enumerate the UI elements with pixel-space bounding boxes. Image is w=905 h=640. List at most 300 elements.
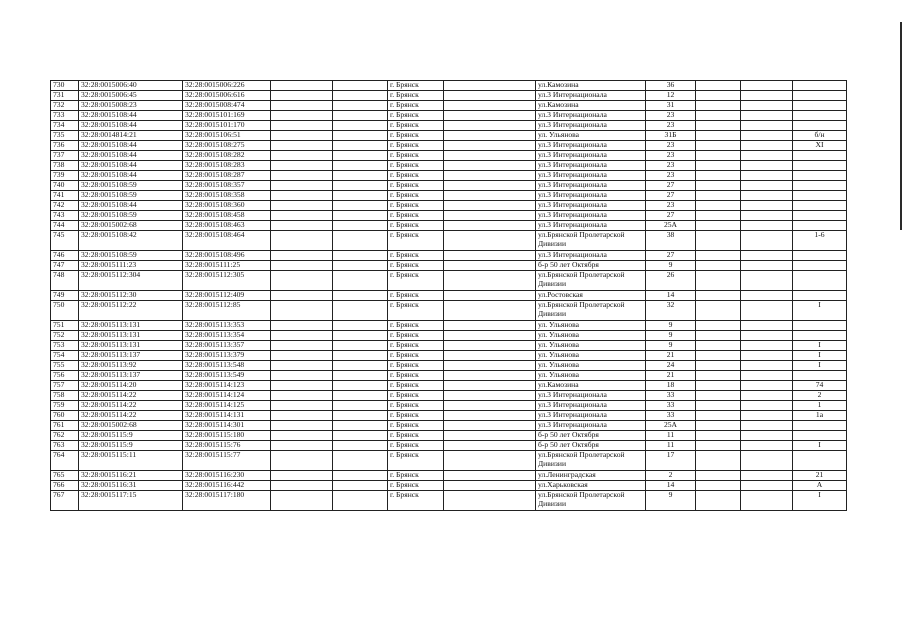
- empty-cell: [333, 441, 388, 451]
- cadastral-number: 32:28:0015114:22: [79, 411, 183, 421]
- empty-cell: [271, 161, 333, 171]
- empty-cell: [696, 401, 741, 411]
- cadastral-number: 32:28:0015108:44: [79, 161, 183, 171]
- empty-cell: [741, 271, 793, 291]
- empty-cell: [444, 91, 536, 101]
- city: г. Брянск: [388, 111, 444, 121]
- table-row: [51, 171, 847, 181]
- empty-cell: [271, 271, 333, 291]
- scan-edge-mark: [900, 22, 902, 230]
- empty-cell: [271, 441, 333, 451]
- table-row: [51, 341, 847, 351]
- object-cadastral-number: 32:28:0015115:180: [183, 431, 271, 441]
- empty-cell: [696, 221, 741, 231]
- row-number: 731: [51, 91, 79, 101]
- table-body: [51, 81, 847, 511]
- premises-number: [793, 421, 847, 431]
- empty-cell: [333, 451, 388, 471]
- empty-cell: [333, 361, 388, 371]
- street: ул.Брянской Пролетарской Дивизии: [536, 231, 646, 251]
- street: ул.3 Интернационала: [536, 91, 646, 101]
- empty-cell: [333, 351, 388, 361]
- empty-cell: [333, 321, 388, 331]
- empty-cell: [741, 421, 793, 431]
- table-row: [51, 151, 847, 161]
- object-cadastral-number: 32:28:0015112:305: [183, 271, 271, 291]
- empty-cell: [696, 491, 741, 511]
- empty-cell: [444, 361, 536, 371]
- empty-cell: [741, 491, 793, 511]
- house-number: 27: [646, 211, 696, 221]
- empty-cell: [741, 361, 793, 371]
- empty-cell: [271, 251, 333, 261]
- empty-cell: [444, 391, 536, 401]
- street: ул. Ульянова: [536, 351, 646, 361]
- house-number: 33: [646, 401, 696, 411]
- city: г. Брянск: [388, 341, 444, 351]
- empty-cell: [271, 261, 333, 271]
- street: ул. Ульянова: [536, 371, 646, 381]
- premises-number: I: [793, 491, 847, 511]
- empty-cell: [741, 91, 793, 101]
- city: г. Брянск: [388, 191, 444, 201]
- object-cadastral-number: 32:28:0015112:409: [183, 291, 271, 301]
- empty-cell: [696, 351, 741, 361]
- object-cadastral-number: 32:28:0015117:180: [183, 491, 271, 511]
- cadastral-number: 32:28:0015114:22: [79, 391, 183, 401]
- row-number: 762: [51, 431, 79, 441]
- object-cadastral-number: 32:28:0015006:226: [183, 81, 271, 91]
- object-cadastral-number: 32:28:0015113:354: [183, 331, 271, 341]
- row-number: 730: [51, 81, 79, 91]
- premises-number: [793, 201, 847, 211]
- empty-cell: [444, 81, 536, 91]
- cadastral-number: 32:28:0015113:131: [79, 341, 183, 351]
- table-row: [51, 211, 847, 221]
- street: ул.Камозина: [536, 101, 646, 111]
- empty-cell: [741, 201, 793, 211]
- street: ул.3 Интернационала: [536, 421, 646, 431]
- empty-cell: [696, 361, 741, 371]
- row-number: 740: [51, 181, 79, 191]
- object-cadastral-number: 32:28:0015008:474: [183, 101, 271, 111]
- empty-cell: [271, 291, 333, 301]
- empty-cell: [741, 341, 793, 351]
- object-cadastral-number: 32:28:0015108:283: [183, 161, 271, 171]
- cadastral-number: 32:28:0015113:137: [79, 371, 183, 381]
- empty-cell: [333, 201, 388, 211]
- empty-cell: [444, 231, 536, 251]
- row-number: 733: [51, 111, 79, 121]
- premises-number: [793, 161, 847, 171]
- row-number: 732: [51, 101, 79, 111]
- object-cadastral-number: 32:28:0015108:287: [183, 171, 271, 181]
- premises-number: [793, 211, 847, 221]
- row-number: 734: [51, 121, 79, 131]
- empty-cell: [271, 81, 333, 91]
- empty-cell: [333, 341, 388, 351]
- cadastral-number: 32:28:0015115:9: [79, 431, 183, 441]
- street: ул.3 Интернационала: [536, 151, 646, 161]
- cadastral-number: 32:28:0015114:22: [79, 401, 183, 411]
- house-number: 23: [646, 121, 696, 131]
- empty-cell: [271, 481, 333, 491]
- cadastral-number: 32:28:0015108:44: [79, 121, 183, 131]
- empty-cell: [696, 381, 741, 391]
- house-number: 26: [646, 271, 696, 291]
- empty-cell: [444, 331, 536, 341]
- empty-cell: [333, 291, 388, 301]
- table-row: [51, 291, 847, 301]
- cadastral-number: 32:28:0015006:40: [79, 81, 183, 91]
- empty-cell: [333, 261, 388, 271]
- table-row: [51, 321, 847, 331]
- cadastral-number: 32:28:0015113:131: [79, 321, 183, 331]
- row-number: 754: [51, 351, 79, 361]
- empty-cell: [271, 361, 333, 371]
- street: ул. Ульянова: [536, 321, 646, 331]
- empty-cell: [271, 341, 333, 351]
- empty-cell: [741, 321, 793, 331]
- house-number: 36: [646, 81, 696, 91]
- empty-cell: [333, 121, 388, 131]
- street: ул.3 Интернационала: [536, 191, 646, 201]
- empty-cell: [444, 481, 536, 491]
- empty-cell: [741, 101, 793, 111]
- table-row: [51, 111, 847, 121]
- row-number: 758: [51, 391, 79, 401]
- premises-number: [793, 121, 847, 131]
- cadastral-number: 32:28:0015116:21: [79, 471, 183, 481]
- object-cadastral-number: 32:28:0015113:549: [183, 371, 271, 381]
- empty-cell: [741, 171, 793, 181]
- row-number: 757: [51, 381, 79, 391]
- premises-number: 1: [793, 401, 847, 411]
- empty-cell: [444, 121, 536, 131]
- table-row: [51, 441, 847, 451]
- empty-cell: [741, 351, 793, 361]
- table-row: [51, 431, 847, 441]
- row-number: 738: [51, 161, 79, 171]
- house-number: 14: [646, 481, 696, 491]
- table-row: [51, 221, 847, 231]
- empty-cell: [444, 471, 536, 481]
- empty-cell: [741, 391, 793, 401]
- table-row: [51, 331, 847, 341]
- empty-cell: [741, 261, 793, 271]
- empty-cell: [333, 151, 388, 161]
- street: ул.3 Интернационала: [536, 161, 646, 171]
- house-number: 11: [646, 431, 696, 441]
- house-number: 23: [646, 151, 696, 161]
- table-row: [51, 181, 847, 191]
- table-row: [51, 101, 847, 111]
- table-row: [51, 251, 847, 261]
- empty-cell: [271, 211, 333, 221]
- object-cadastral-number: 32:28:0015108:496: [183, 251, 271, 261]
- city: г. Брянск: [388, 91, 444, 101]
- row-number: 766: [51, 481, 79, 491]
- cadastral-number: 32:28:0015113:131: [79, 331, 183, 341]
- empty-cell: [741, 481, 793, 491]
- empty-cell: [696, 171, 741, 181]
- cadastral-number: 32:28:0015008:23: [79, 101, 183, 111]
- premises-number: [793, 261, 847, 271]
- row-number: 735: [51, 131, 79, 141]
- row-number: 742: [51, 201, 79, 211]
- row-number: 744: [51, 221, 79, 231]
- empty-cell: [741, 471, 793, 481]
- house-number: 25А: [646, 221, 696, 231]
- empty-cell: [444, 291, 536, 301]
- empty-cell: [696, 371, 741, 381]
- empty-cell: [271, 111, 333, 121]
- object-cadastral-number: 32:28:0015108:458: [183, 211, 271, 221]
- street: ул.3 Интернационала: [536, 251, 646, 261]
- empty-cell: [271, 181, 333, 191]
- premises-number: [793, 111, 847, 121]
- empty-cell: [696, 441, 741, 451]
- row-number: 737: [51, 151, 79, 161]
- street: ул. Ульянова: [536, 341, 646, 351]
- empty-cell: [696, 231, 741, 251]
- empty-cell: [741, 151, 793, 161]
- cadastral-number: 32:28:0015115:11: [79, 451, 183, 471]
- empty-cell: [444, 301, 536, 321]
- empty-cell: [444, 261, 536, 271]
- premises-number: 2: [793, 391, 847, 401]
- empty-cell: [741, 231, 793, 251]
- row-number: 739: [51, 171, 79, 181]
- empty-cell: [444, 411, 536, 421]
- row-number: 748: [51, 271, 79, 291]
- cadastral-number: 32:28:0015108:44: [79, 141, 183, 151]
- house-number: 31Б: [646, 131, 696, 141]
- empty-cell: [271, 391, 333, 401]
- empty-cell: [333, 401, 388, 411]
- row-number: 747: [51, 261, 79, 271]
- empty-cell: [271, 421, 333, 431]
- empty-cell: [271, 411, 333, 421]
- city: г. Брянск: [388, 151, 444, 161]
- row-number: 765: [51, 471, 79, 481]
- empty-cell: [333, 481, 388, 491]
- cadastral-number: 32:28:0015114:20: [79, 381, 183, 391]
- cadastral-number: 32:28:0015108:59: [79, 211, 183, 221]
- empty-cell: [741, 401, 793, 411]
- object-cadastral-number: 32:28:0015108:358: [183, 191, 271, 201]
- object-cadastral-number: 32:28:0015006:616: [183, 91, 271, 101]
- empty-cell: [696, 341, 741, 351]
- empty-cell: [444, 431, 536, 441]
- street: ул.3 Интернационала: [536, 121, 646, 131]
- premises-number: [793, 371, 847, 381]
- empty-cell: [444, 451, 536, 471]
- city: г. Брянск: [388, 331, 444, 341]
- empty-cell: [333, 301, 388, 321]
- row-number: 767: [51, 491, 79, 511]
- table-row: [51, 191, 847, 201]
- house-number: 2: [646, 471, 696, 481]
- object-cadastral-number: 32:28:0015113:353: [183, 321, 271, 331]
- empty-cell: [696, 451, 741, 471]
- city: г. Брянск: [388, 171, 444, 181]
- table-row: [51, 451, 847, 471]
- empty-cell: [696, 201, 741, 211]
- empty-cell: [696, 331, 741, 341]
- empty-cell: [741, 251, 793, 261]
- city: г. Брянск: [388, 101, 444, 111]
- cadastral-number: 32:28:0015112:22: [79, 301, 183, 321]
- empty-cell: [741, 221, 793, 231]
- empty-cell: [696, 411, 741, 421]
- table-row: [51, 361, 847, 371]
- premises-number: I: [793, 441, 847, 451]
- empty-cell: [333, 131, 388, 141]
- city: г. Брянск: [388, 451, 444, 471]
- empty-cell: [741, 291, 793, 301]
- empty-cell: [271, 351, 333, 361]
- row-number: 763: [51, 441, 79, 451]
- empty-cell: [741, 371, 793, 381]
- premises-number: I: [793, 361, 847, 371]
- empty-cell: [333, 381, 388, 391]
- empty-cell: [741, 181, 793, 191]
- empty-cell: [741, 81, 793, 91]
- empty-cell: [333, 191, 388, 201]
- empty-cell: [444, 131, 536, 141]
- city: г. Брянск: [388, 391, 444, 401]
- cadastral-table: [50, 80, 847, 511]
- empty-cell: [333, 431, 388, 441]
- empty-cell: [741, 111, 793, 121]
- empty-cell: [333, 171, 388, 181]
- empty-cell: [444, 251, 536, 261]
- row-number: 755: [51, 361, 79, 371]
- object-cadastral-number: 32:28:0015108:360: [183, 201, 271, 211]
- empty-cell: [333, 491, 388, 511]
- table-row: [51, 471, 847, 481]
- empty-cell: [741, 331, 793, 341]
- premises-number: [793, 321, 847, 331]
- street: ул.Камозина: [536, 381, 646, 391]
- table-row: [51, 201, 847, 211]
- house-number: 23: [646, 141, 696, 151]
- premises-number: 21: [793, 471, 847, 481]
- empty-cell: [271, 141, 333, 151]
- house-number: 17: [646, 451, 696, 471]
- empty-cell: [271, 221, 333, 231]
- house-number: 9: [646, 261, 696, 271]
- empty-cell: [444, 161, 536, 171]
- empty-cell: [444, 401, 536, 411]
- empty-cell: [444, 371, 536, 381]
- premises-number: [793, 191, 847, 201]
- cadastral-number: 32:28:0015002:68: [79, 421, 183, 431]
- city: г. Брянск: [388, 471, 444, 481]
- street: б-р 50 лет Октября: [536, 431, 646, 441]
- table-row: [51, 491, 847, 511]
- empty-cell: [333, 231, 388, 251]
- house-number: 27: [646, 191, 696, 201]
- city: г. Брянск: [388, 201, 444, 211]
- premises-number: XI: [793, 141, 847, 151]
- empty-cell: [333, 471, 388, 481]
- empty-cell: [333, 141, 388, 151]
- street: ул.Харьковская: [536, 481, 646, 491]
- empty-cell: [333, 91, 388, 101]
- empty-cell: [696, 81, 741, 91]
- city: г. Брянск: [388, 411, 444, 421]
- city: г. Брянск: [388, 481, 444, 491]
- empty-cell: [333, 211, 388, 221]
- house-number: 24: [646, 361, 696, 371]
- premises-number: [793, 291, 847, 301]
- city: г. Брянск: [388, 401, 444, 411]
- premises-number: [793, 451, 847, 471]
- object-cadastral-number: 32:28:0015113:357: [183, 341, 271, 351]
- empty-cell: [333, 111, 388, 121]
- empty-cell: [271, 131, 333, 141]
- cadastral-number: 32:28:0015108:59: [79, 251, 183, 261]
- table-row: [51, 121, 847, 131]
- table-row: [51, 371, 847, 381]
- empty-cell: [444, 441, 536, 451]
- table-row: [51, 421, 847, 431]
- cadastral-number: 32:28:0015108:59: [79, 181, 183, 191]
- city: г. Брянск: [388, 211, 444, 221]
- object-cadastral-number: 32:28:0015114:123: [183, 381, 271, 391]
- city: г. Брянск: [388, 351, 444, 361]
- empty-cell: [333, 271, 388, 291]
- row-number: 745: [51, 231, 79, 251]
- row-number: 753: [51, 341, 79, 351]
- city: г. Брянск: [388, 421, 444, 431]
- street: ул.Ленинградская: [536, 471, 646, 481]
- street: б-р 50 лет Октября: [536, 261, 646, 271]
- empty-cell: [271, 301, 333, 321]
- empty-cell: [696, 151, 741, 161]
- street: ул.Брянской Пролетарской Дивизии: [536, 451, 646, 471]
- empty-cell: [741, 211, 793, 221]
- city: г. Брянск: [388, 261, 444, 271]
- empty-cell: [444, 221, 536, 231]
- empty-cell: [741, 191, 793, 201]
- empty-cell: [444, 421, 536, 431]
- empty-cell: [444, 171, 536, 181]
- empty-cell: [696, 131, 741, 141]
- empty-cell: [333, 181, 388, 191]
- table-row: [51, 411, 847, 421]
- city: г. Брянск: [388, 291, 444, 301]
- city: г. Брянск: [388, 231, 444, 251]
- city: г. Брянск: [388, 321, 444, 331]
- table-row: [51, 481, 847, 491]
- empty-cell: [333, 101, 388, 111]
- empty-cell: [696, 191, 741, 201]
- empty-cell: [696, 181, 741, 191]
- house-number: 12: [646, 91, 696, 101]
- street: ул. Ульянова: [536, 131, 646, 141]
- object-cadastral-number: 32:28:0015115:77: [183, 451, 271, 471]
- city: г. Брянск: [388, 131, 444, 141]
- cadastral-number: 32:28:0015108:42: [79, 231, 183, 251]
- city: г. Брянск: [388, 441, 444, 451]
- street: ул.Камозина: [536, 81, 646, 91]
- empty-cell: [696, 261, 741, 271]
- cadastral-number: 32:28:0015111:23: [79, 261, 183, 271]
- house-number: 23: [646, 161, 696, 171]
